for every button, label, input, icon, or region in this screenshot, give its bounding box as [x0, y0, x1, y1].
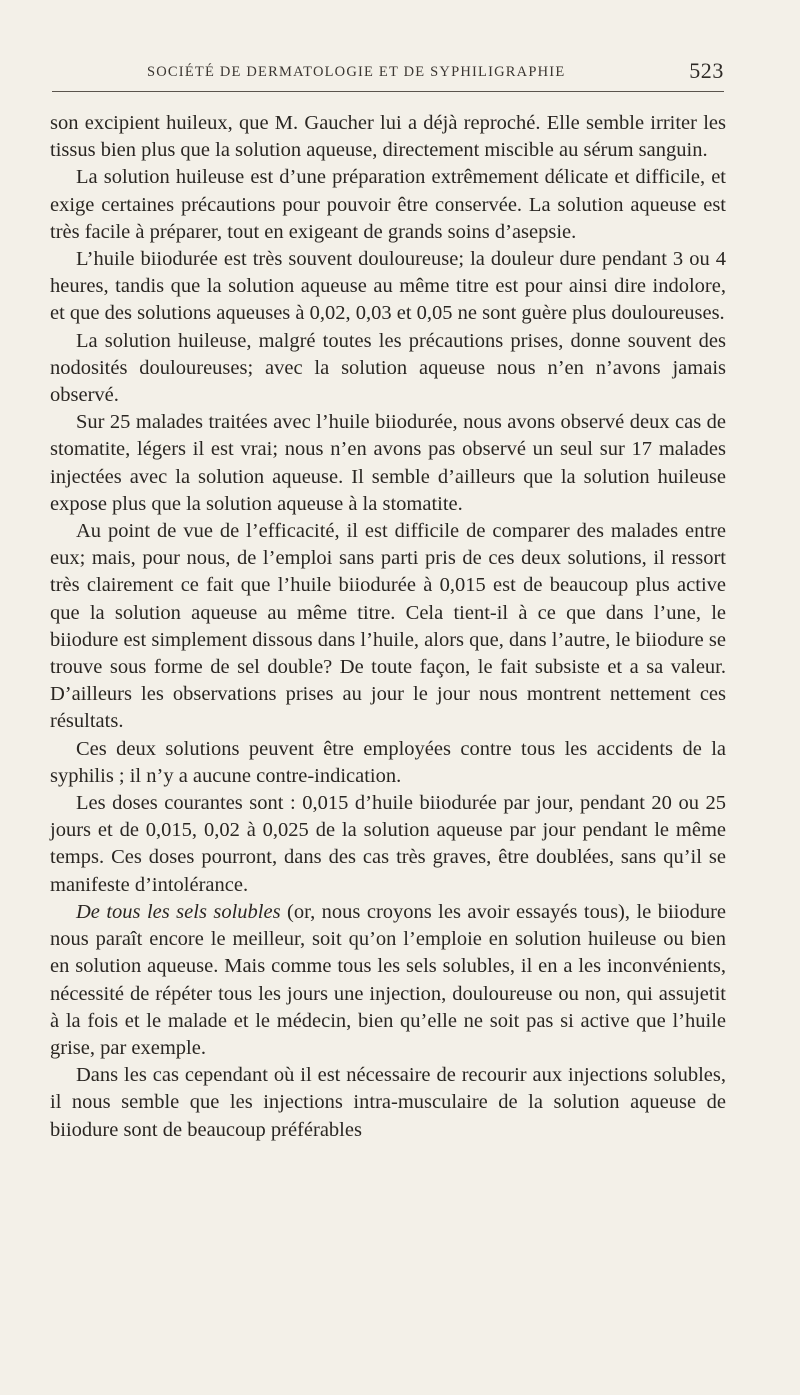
paragraph-8: Les doses courantes sont : 0,015 d’huile biiodurée par jour, pendant 20 ou 25 jours et de 0,015, 0,02 à 0,025 de la solution aqueuse par jour pendant le même temps. Ces doses pourront, dans des cas très graves, être doublées, sans qu’il se manifeste d’intolérance.	[50, 792, 726, 896]
page-number: 523	[689, 58, 724, 83]
running-title: SOCIÉTÉ DE DERMATOLOGIE ET DE SYPHILIGRAPHIE	[147, 64, 566, 80]
body-text	[50, 110, 726, 1144]
paragraph-4: La solution huileuse, malgré toutes les précautions prises, donne souvent des nodosités douloureuses; avec la solution aqueuse nous n’en n’avons jamais observé.	[50, 329, 726, 407]
paragraph-9-text: (or, nous croyons les avoir essayés tous), le biiodure nous paraît encore le meilleur, soit qu’on l’emploie en solution huileuse ou bien en solution aqueuse. Mais comme tous les sels solubles, il en a les inconvénients, nécessité de répéter tous les jours une injection, douloureuse ou non, qui assujetit à la fois et le malade et le médecin, bien qu’elle ne soit pas si active que l’huile grise, par exemple.	[50, 900, 727, 1059]
paragraph-6: Au point de vue de l’efficacité, il est difficile de comparer des malades entre eux; mais, pour nous, de l’emploi sans parti pris de ces deux solutions, il ressort très clairement ce fait que l’huile biiodurée à 0,015 est de beaucoup plus active que la solution aqueuse au même titre. Cela tient-il à ce que dans l’une, le biiodure est simplement dissous dans l’huile, alors que, dans l’autre, le biiodure se trouve sous forme de sel double? De toute façon, le fait subsiste et a sa valeur. D’ailleurs les observations prises au jour le jour nous montrent nettement ces résultats.	[50, 520, 726, 733]
paragraph-2: La solution huileuse est d’une préparation extrêmement délicate et difficile, et exige certaines précautions pour pouvoir être conservée. La solution aqueuse est très facile à préparer, tout en exigeant de grands soins d’asepsie.	[50, 166, 726, 243]
paragraph-5: Sur 25 malades traitées avec l’huile biiodurée, nous avons observé deux cas de stomatite, légers il est vrai; nous n’en avons pas observé un seul sur 17 malades injectées avec la solution aqueuse. Il semble d’ailleurs que la solution huileuse expose plus que la solution aqueuse à la stomatite.	[50, 411, 726, 515]
paragraph-3: L’huile biiodurée est très souvent douloureuse; la douleur dure pendant 3 ou 4 heures, tandis que la solution aqueuse au même titre est pour ainsi dire indolore, et que des solutions aqueuses à 0,02, 0,03 et 0,05 ne sont guère plus douloureuses.	[50, 248, 726, 325]
paragraph-9	[50, 899, 726, 1062]
header-rule	[52, 91, 724, 92]
running-header	[52, 52, 724, 86]
italic-lead: De tous les sels solubles	[76, 900, 281, 923]
paragraph-1: son excipient huileux, que M. Gaucher lui a déjà reproché. Elle semble irriter les tissus bien plus que la solution aqueuse, directement miscible au sérum sanguin.	[50, 112, 726, 162]
paragraph-10: Dans les cas cependant où il est nécessaire de recourir aux injections solubles, il nous semble que les injections intra-musculaire de la solution aqueuse de biiodure sont de beaucoup préférables	[50, 1064, 726, 1141]
paragraph-7: Ces deux solutions peuvent être employées contre tous les accidents de la syphilis ; il n’y a aucune contre-indication.	[50, 737, 726, 787]
